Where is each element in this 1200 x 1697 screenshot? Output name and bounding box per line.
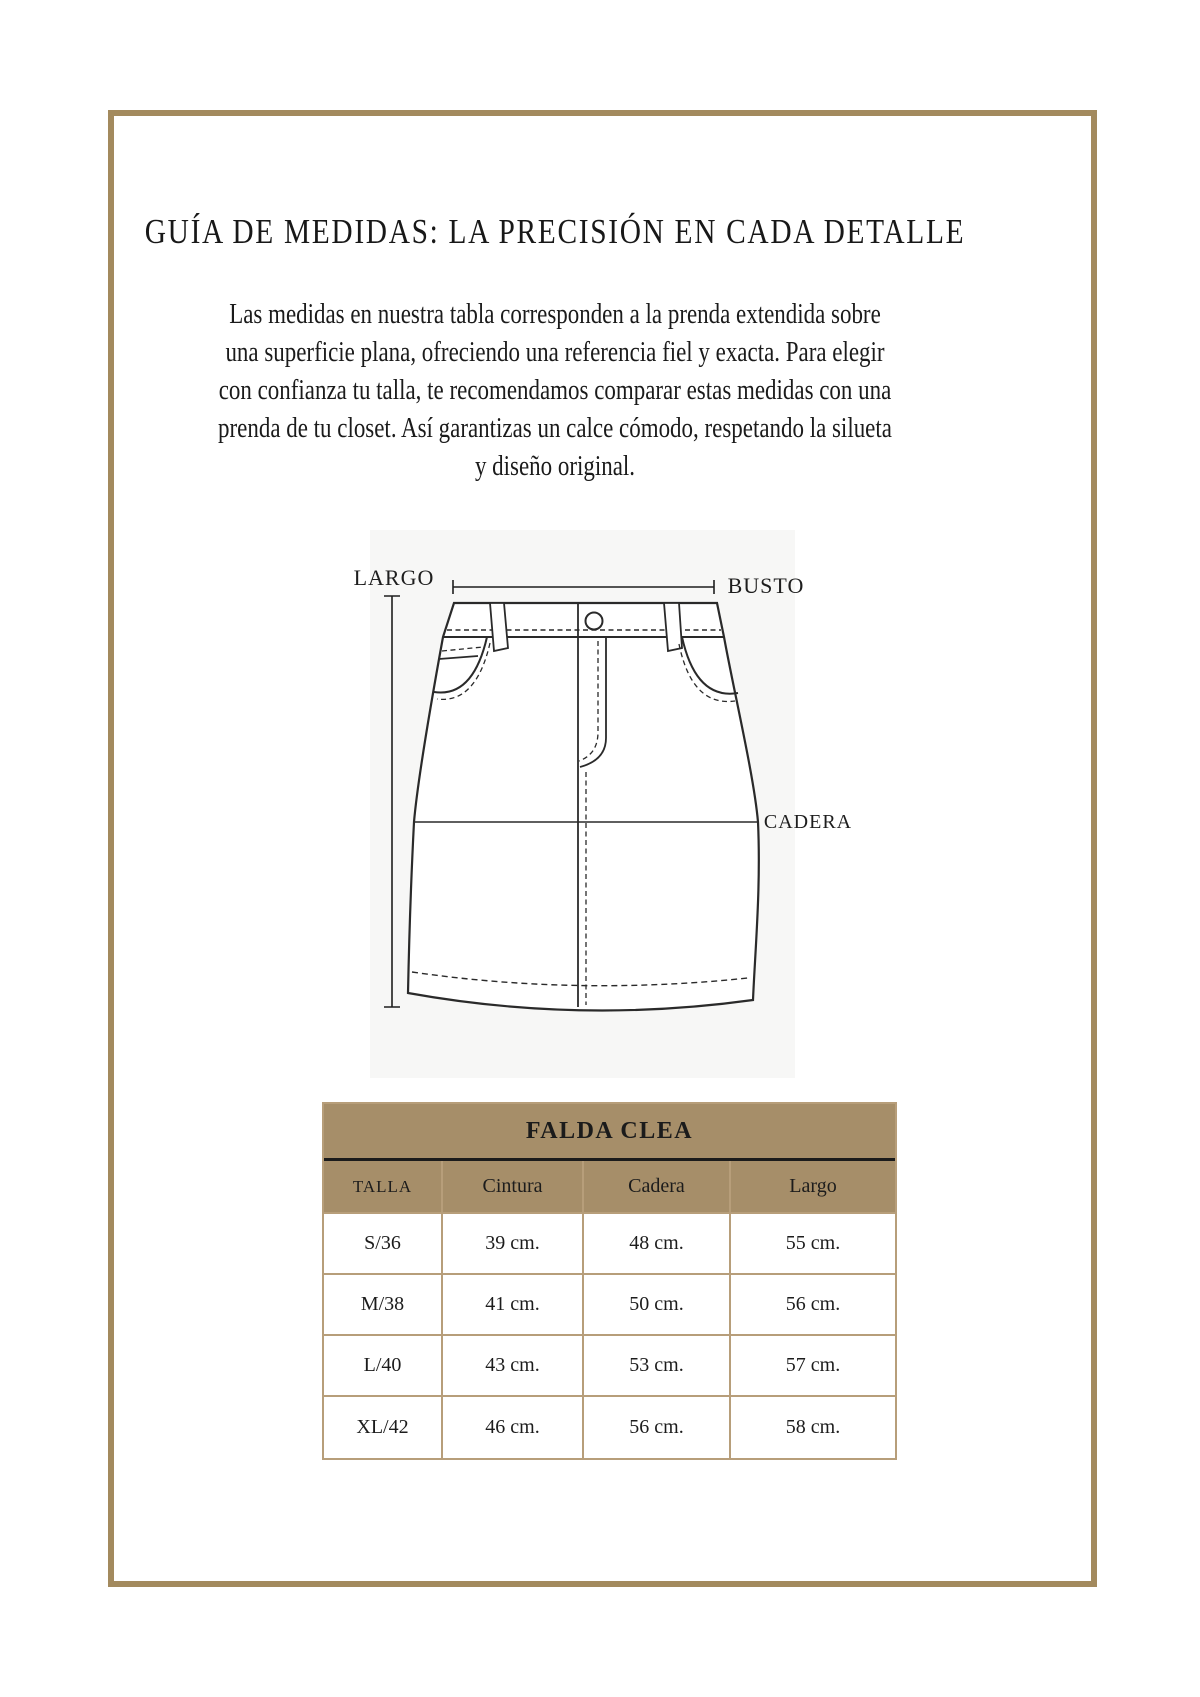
table-cell-cadera: 56 cm. <box>584 1397 731 1458</box>
table-cell-cadera: 48 cm. <box>584 1214 731 1275</box>
belt-loop-right <box>664 603 682 651</box>
belt-loop-left <box>490 603 508 651</box>
waistband-button <box>586 613 603 630</box>
column-header-largo: Largo <box>731 1161 895 1214</box>
busto-label: BUSTO <box>727 573 805 598</box>
table-cell-cintura: 39 cm. <box>443 1214 584 1275</box>
table-cell-size: S/36 <box>324 1214 443 1275</box>
intro-paragraph <box>153 296 957 486</box>
skirt-outline <box>408 603 759 1010</box>
table-cell-size: XL/42 <box>324 1397 443 1458</box>
intro-line: una superficie plana, ofreciendo una referencia fiel y exacta. Para elegir <box>225 337 885 368</box>
skirt-technical-drawing <box>330 510 870 1080</box>
table-cell-largo: 56 cm. <box>731 1275 895 1336</box>
size-table-title: FALDA CLEA <box>324 1104 895 1161</box>
table-cell-largo: 57 cm. <box>731 1336 895 1397</box>
table-cell-cintura: 46 cm. <box>443 1397 584 1458</box>
size-table <box>322 1102 897 1460</box>
intro-line: prenda de tu closet. Así garantizas un calce cómodo, respetando la silueta <box>218 413 892 444</box>
column-header-talla: TALLA <box>324 1161 443 1214</box>
intro-line: con confianza tu talla, te recomendamos comparar estas medidas con una <box>218 375 892 406</box>
table-cell-cadera: 53 cm. <box>584 1336 731 1397</box>
table-cell-largo: 55 cm. <box>731 1214 895 1275</box>
table-cell-size: L/40 <box>324 1336 443 1397</box>
cadera-label: CADERA <box>763 811 853 833</box>
skirt-measurement-diagram <box>330 510 870 1080</box>
intro-line: y diseño original. <box>474 451 636 482</box>
page-title: GUÍA DE MEDIDAS: LA PRECISIÓN EN CADA DETALLE <box>144 212 966 251</box>
table-cell-cintura: 43 cm. <box>443 1336 584 1397</box>
table-cell-largo: 58 cm. <box>731 1397 895 1458</box>
column-header-cintura: Cintura <box>443 1161 584 1214</box>
column-header-cadera: Cadera <box>584 1161 731 1214</box>
largo-label: LARGO <box>353 565 435 590</box>
table-cell-cadera: 50 cm. <box>584 1275 731 1336</box>
table-cell-size: M/38 <box>324 1275 443 1336</box>
intro-line: Las medidas en nuestra tabla corresponden a la prenda extendida sobre <box>229 299 881 330</box>
table-cell-cintura: 41 cm. <box>443 1275 584 1336</box>
